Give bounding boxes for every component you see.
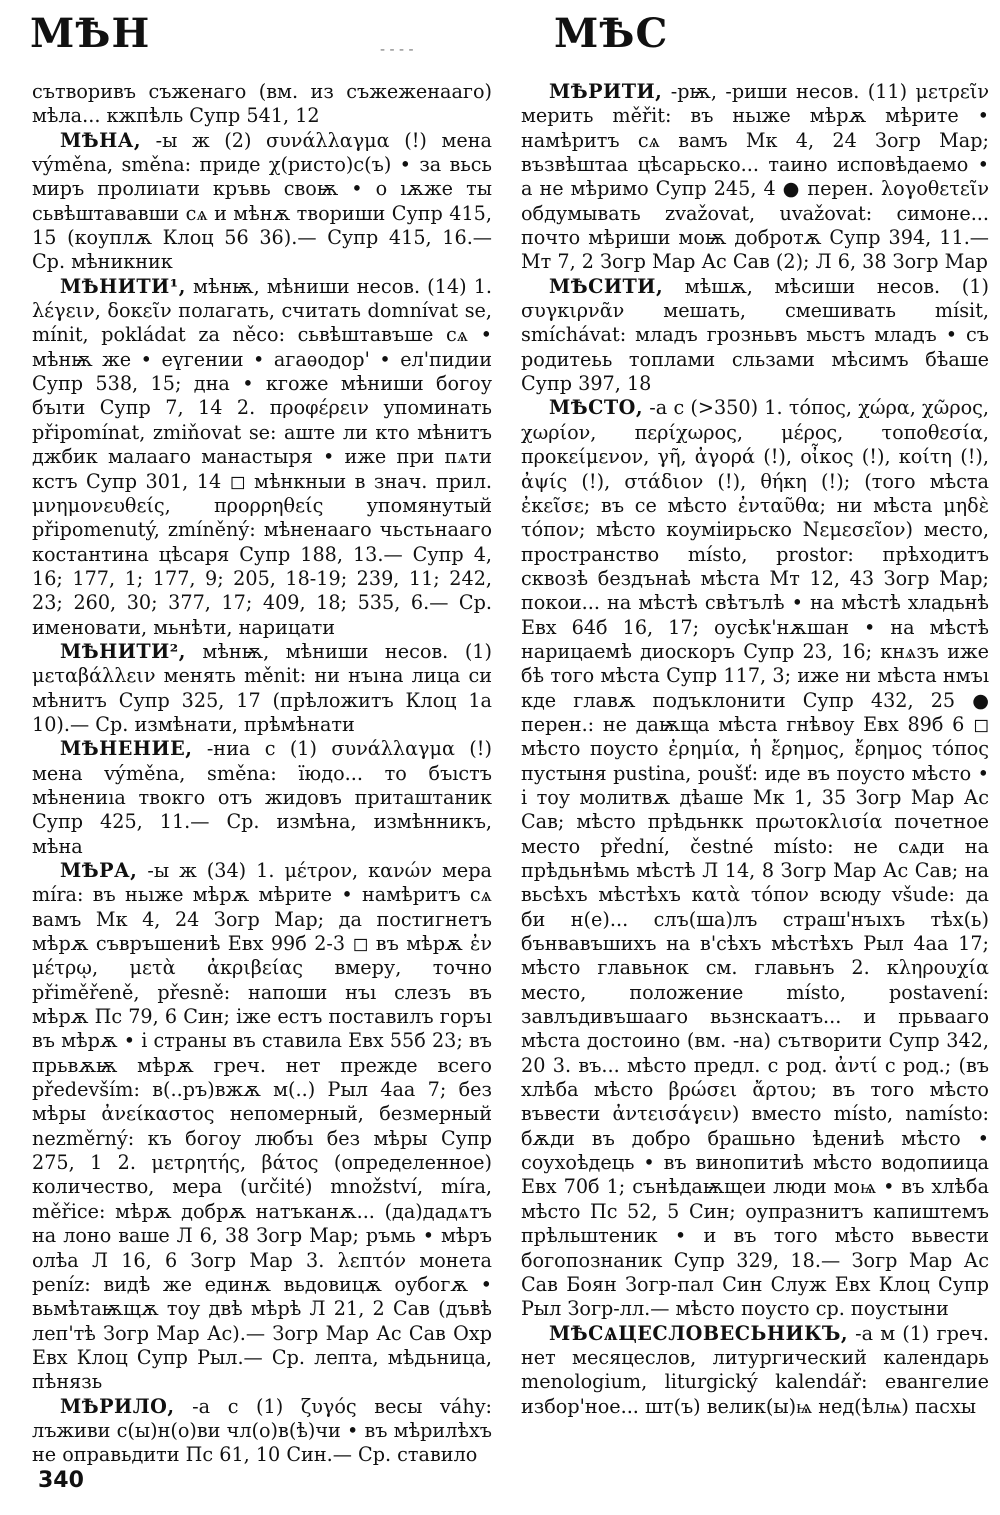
right-column [521,80,989,1419]
running-head-left: МѢН [30,10,151,57]
entry-text: -ниа с (1) συνάλλαγμα (!) мена výměna, směna: їюдо... то бъıстъ мѣнениıа твокго отъ жидовъ приташтаник Супр 425, 11.— Ср. измѣна, измѣнникъ, мѣна [32,737,492,858]
entry-text: -рѭ, -риши несов. (11) μετρεῖν мерить měřit: въ ньıже мѣрѫ мѣрите • намѣритъ сѧ вамъ Мк 4, 24 Зогр Мар; възвѣштаа цѣсарьско... таино исповѣдаемо • а не мѣримо Супр 245, 4 ● перен. λογοθετεῖν обдумывать zvažovat, uvažovat: симоне... почто мѣриши моѭ добротѫ Супр 394, 11.— Мт 7, 2 Зогр Мар Ас Сав (2); Л 6, 38 Зогр Мар [521,80,989,274]
entry-text: -ы ж (2) συνάλλαγμα (!) мена výměna, směna: приде χ(ристо)с(ъ) • за вьсь миръ пролиıати кръвь своѭ • о ıѫже ты сьвѣштававши сѧ и мѣнѫ твориши Супр 415, 15 (коуплѫ Клоц 56 36).— Супр 415, 16.— Ср. мѣникник [32,128,492,274]
entry-text: -а с (>350) 1. τόπος, χώρα, χῶρος, χωρίον, περίχωρος, μέρος, τοποθεσία, προκείμενον, γῆ, ἀγορά (!), οἶκος (!), κοίτη (!), ἀψίς (!), στάδιον (!), θήκη (!); (того мѣста ἐκεῖσε; въ се мѣсто ἐνταῦθα; ни мѣста μηδὲ τόπον; мѣсто коуміирьско Νεμεσεῖον) место, пространство místo, prostor: прѣходитъ сквозѣ бездънаѣ мѣста Мт 12, 43 Зогр Мар; покои... на мѣстѣ свѣтълѣ • на мѣстѣ хладьнѣ Евх 64б 16, 17; оусѣк'нѫшан • на мѣстѣ нарицаемѣ диоскоръ Супр 23, 16; кнѧзъ иже бѣ того мѣста Супр 117, 3; иже ни мѣста нмъı кде главѫ подъклонити Супр 432, 25 ● перен.: не даѭща мѣста гнѣвоу Евх 89б 6 ◻ мѣсто поусто ἐρημία, ἡ ἔρημος, ἔρημος τόπος пустыня pustina, poušť: иде въ поусто мѣсто • і тоу молитвѫ дѣаше Мк 1, 35 Зогр Мар Ас Сав; мѣсто прѣдьнкк πρωτοκλισία почетное место přední, čestné místo: не сѧди на прѣдьнѣмь мѣстѣ Л 14, 8 Зогр Мар Ас Сав; на вьсѣхъ мѣстѣхъ κατὰ τόπον всюду všude: да би н(е)... слъ(ша)лъ страш'нъıхъ тѣх(ь) бънвавъшихъ на в'сѣхъ мѣстѣхъ Рыл 4аа 17; мѣсто главьнок см. главьнъ 2. κληρουχία место, положение místo, postavení: завлъдивъшааго вьзнскаатъ... и прьвааго мѣста достоино (вм. -на) сътворити Супр 342, 20 3. въ... мѣсто предл. с род. ἀντί с род.; (въ хлѣба мѣсто βρώσει ἄρτου; въ того мѣсто въвести ἀντεισάγειν) вместо místo, namísto: бѫди въ добро брашьно ѣдениѣ мѣсто • соухоѣдець • въ винопитиѣ мѣсто водопиица Евх 70б 1; сънѣдаѭщеи люди моѩ • въ хлѣба мѣсто Пс 52, 5 Син; оупразнитъ капиштемъ прѣльштеник • и въ того мѣсто вьвести богопознаник Супр 329, 18.— Зогр Мар Ас Сав Боян Зогр-пал Син Служ Евх Клоц Супр Рыл Зогр-лл.— мѣсто поусто ср. поустыни [521,396,989,1321]
entry-text: сътворивъ съженаго (вм. из съжеженааго) мѣла... кжпѣль Супр 541, 12 [32,80,492,128]
entry-mera [32,859,492,1395]
headword: МѢРИЛО, [60,1394,175,1418]
entry-mesiti [521,275,989,397]
headword: МѢНИТИ², [60,639,186,663]
entry-text: мѣнѭ, мѣниши несов. (1) μεταβάλλειν менять měnit: ни нъıна лица си мѣнитъ Супр 325, 17 (прѣложитъ Клоц 1а 10).— Ср. измѣнати, прѣмѣнати [32,639,492,736]
left-column [32,80,492,1468]
headword: МѢНИТИ¹, [60,274,186,298]
entry-mesjaceslovesnik [521,1322,989,1419]
entry-merilo [32,1395,492,1468]
page-number: 340 [38,1468,84,1493]
entry-menenie [32,737,492,859]
headword: МѢРА, [60,859,138,882]
headword: МѢСѦЦЕСЛОВЕСЬНИКЪ, [549,1321,849,1345]
entry-text: мѣнѭ, мѣниши несов. (14) 1. λέγειν, δοκεῖν полагать, считать domnívat se, mínit, pokládat za něco: сьвѣштавъше сѧ • мѣнѭ же • еүгении • агаѳодор' • ел'пидии Супр 538, 15; дна • кгоже мѣниши богоу бъıти Супр 7, 14 2. προφέρειν упоминать připomínat, zmiňovat se: аште ли кто мѣнитъ джбик малааго манастыря • иже при пѧти кстъ Супр 301, 14 ◻ мѣнкныи в знач. прил. μνημονευθείς, προρρηθείς упомянутый připomenutý, zmíněný: мѣненааго чьстьнааго костантина цѣсаря Супр 188, 13.— Супр 4, 16; 177, 1; 177, 9; 205, 18-19; 239, 11; 242, 23; 260, 30; 377, 17; 409, 18; 535, 6.— Ср. именовати, мьнѣти, нарицати [32,274,492,639]
entry-meriti [521,80,989,275]
entry-meniti-2 [32,640,492,737]
headword: МѢНЕНИЕ, [60,737,193,761]
header-marks: - - - - [380,42,414,58]
headword: МѢСИТИ, [549,274,664,298]
entry-mesto [521,396,989,1321]
entry-continuation [32,80,492,129]
headword: МѢСТО, [549,396,644,420]
entry-text: -ы ж (34) 1. μέτρον, κανών мера míra: въ ньıже мѣрѫ мѣрите • намѣритъ сѧ вамъ Мк 4, 24 Зогр Мар; да постигнетъ мѣрѫ съвръшениѣ Евх 99б 2-3 ◻ въ мѣрѫ ἐν μέτρῳ, μετὰ ἀκριβείας вмеру, точно přiměřeně, přesně: напоши нъı слезъ въ мѣрѫ Пс 79, 6 Син; іже естъ поставилъ горъı въ мѣрѫ • і страны въ ставила Евх 55б 23; въ прьвѫѭ мѣрѫ греч. нет прежде всего především: в(..ръ)вжѫ м(..) Рыл 4аа 7; без мѣры ἀνείκαστος непомерный, безмерный nezměrný: къ богоу любъı без мѣры Супр 275, 1 2. μετρητής, βάτος (определенное) количество, мера (určité) množství, míra, měřice: мѣрѫ добрѫ натъканѫ... (да)дадѧтъ на лоно ваше Л 6, 38 Зогр Мар; ръмь • мѣръ олѣа Л 16, 6 Зогр Мар 3. λεπτόν монета peníz: видѣ же единѫ вьдовицѫ оубогѫ • вьмѣтаѭщѫ тоу двѣ мѣрѣ Л 21, 2 Сав (дъвѣ леп'тѣ Зогр Мар Ас).— Зогр Мар Ас Сав Охр Евх Клоц Супр Рыл.— Ср. лепта, мѣдьница, пѣнязь [32,859,492,1394]
headword: МѢНА, [60,128,142,152]
headword: МѢРИТИ, [549,80,663,103]
entry-text: -а м (1) греч. нет месяцеслов, литургический календарь menologium, liturgický kalendář: евангелие избор'ное... шт(ъ) велик(ы)ѩ нед(ѣлѩ) пасхы [521,1321,989,1418]
entry-text: -а с (1) ζυγός весы váhy: лъживи с(ы)н(о)ви чл(о)в(ѣ)чи • въ мѣрилѣхъ не оправьдити Пс 61, 10 Син.— Ср. ставило [32,1394,492,1467]
entry-mena [32,129,492,275]
running-head-right: МѢС [554,10,669,57]
entry-meniti-1 [32,275,492,640]
entry-text: мѣшѫ, мѣсиши несов. (1) συγκιρνᾶν мешать, смешивать mísit, smíchávat: младъ грозньвъ мьстъ младъ • съ родитеьь топлами сльзами мѣсимъ бѣаше Супр 397, 18 [521,274,989,396]
